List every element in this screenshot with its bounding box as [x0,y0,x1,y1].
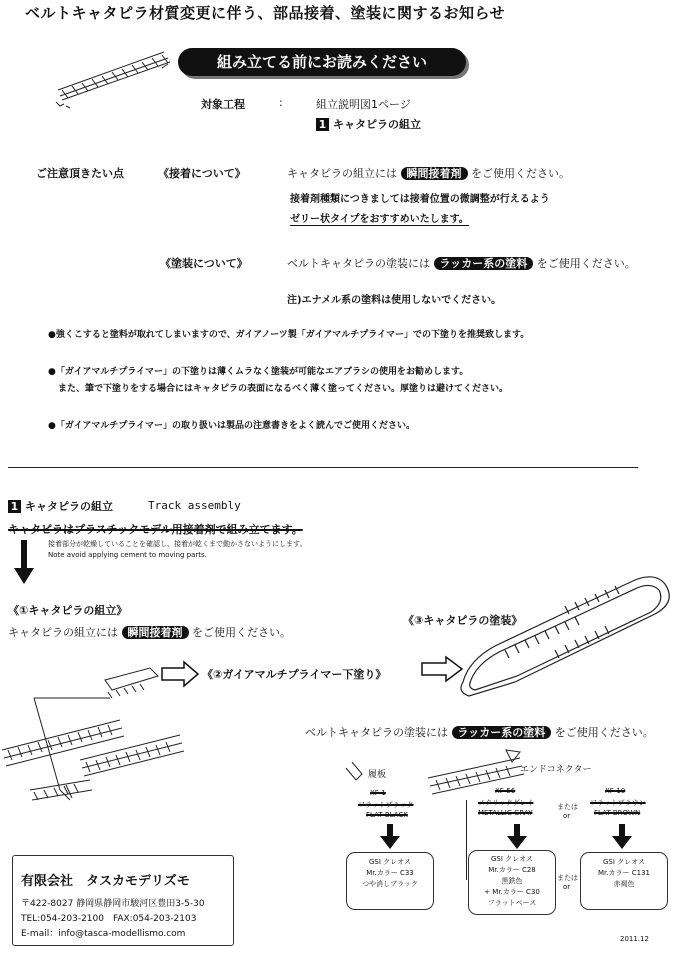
instant-glue-pill: 瞬間接着剤 [401,167,468,180]
adhesive-line1 [287,165,570,181]
page-title: ベルトキャタピラ材質変更に伴う、部品接着、塗装に関するお知らせ [25,4,506,22]
down-arrow-icon-paint2 [507,824,527,850]
paint1-color: つや消しブラック [362,880,418,888]
paint2-line: Mr.カラー C28 [488,866,536,874]
step1-title: 《①キャタピラの組立》 [8,604,128,617]
company-name: 有限会社 タスカモデリズモ [21,874,190,889]
or-label-2: または [557,874,578,882]
date-label: 2011.12 [620,935,649,943]
company-address: 〒422-8027 静岡県静岡市駿河区豊田3-5-30 [21,899,205,909]
bullet-3: ●「ガイアマルチプライマー」の取り扱いは製品の注意書きをよく読んでご使用ください。 [48,421,416,431]
paint-box-3 [580,852,668,910]
or-label-1-en: or [563,812,571,820]
step-title: キャタピラの組立 [333,118,421,131]
step1-glue-pill: 瞬間接着剤 [122,626,189,639]
company-info-box [12,855,234,946]
assembly-title [8,498,113,514]
paint2-code: XF-56 [495,787,516,795]
painting-line1 [287,255,636,271]
adhesive-line1-pre: キャタピラの組立には [287,167,397,180]
paint3-brand: GSI クレオス [602,858,646,866]
assembly-note-en: Note avoid applying cement to moving parts. [48,551,207,559]
paint-instruction-post: をご使用ください。 [554,726,654,739]
step3-title: 《③キャタピラの塗装》 [403,614,523,627]
paint3-line: Mr.カラー C131 [598,869,650,877]
paint3-color: 赤褐色 [613,880,635,888]
bullet-2-cont: また、筆で下塗りをする場合にはキャタピラの表面になるべく薄く塗ってください。厚塗りは避けてください。 [58,384,509,394]
company-email: E-mail：info@tasca-modellismo.com [21,929,186,939]
bullet-1: ●強くこすると塗料が取れてしまいますので、ガイアノーツ製「ガイアマルチプライマー」での下塗りを推奨致します。 [48,330,530,340]
paint3-name-en: FLAT BROWN [594,809,641,817]
paint1-code: XF-1 [370,789,386,797]
paint2-plus: + [484,888,491,896]
paint1-brand: GSI クレオス [368,858,412,866]
column-divider [466,800,467,880]
assembly-step-badge: 1 [8,500,21,513]
paint2-line2 [469,887,555,898]
target-value: 組立説明図1ページ [316,98,411,111]
part-label-track-plate: 履板 [368,770,387,780]
paint2-line2-text: Mr.カラー C30 [492,888,540,896]
paint3-name: フラットブラウン [590,799,646,807]
target-step [316,116,421,132]
company-phone: TEL:054-203-2100 FAX:054-203-2103 [21,914,197,924]
or-label-1: または [557,803,578,811]
painting-line2: 注)エナメル系の塗料は使用しないでください。 [287,295,502,306]
paint-lacquer-pill: ラッカー系の塗料 [452,726,552,739]
bullet-2: ●「ガイアマルチプライマー」の下塗りは薄くムラなく塗装が可能なエアブラシの使用をお勧めします。 [48,367,469,377]
adhesive-heading: 《接着について》 [158,167,246,180]
adhesive-line2: 接着剤種類につきましては接着位置の微調整が行えるよう [290,194,550,205]
step1-pre: キャタピラの組立には [8,626,118,639]
track-illustration-top [52,40,182,110]
track-assembly-illustration [0,650,200,825]
painting-line1-post: をご使用ください。 [536,257,636,270]
step1-post: をご使用ください。 [192,626,291,639]
adhesive-line1-post: をご使用ください。 [471,167,570,180]
paint2-name: メタリックグレイ [478,799,534,807]
paint3-code: XF-10 [605,787,626,795]
paint1-line: Mr.カラー C33 [366,869,414,877]
paint-box-2 [468,850,556,915]
belt-track-painting-illustration [455,570,680,710]
paint1-name-en: FLAT BLACK [366,811,408,819]
section-divider [8,467,638,468]
paint2-brand: GSI クレオス [490,855,534,863]
assembly-title-en: Track assembly [148,499,241,512]
assembly-title-jp: キャタピラの組立 [25,500,113,513]
notes-label: ご注意頂きたい点 [36,167,124,180]
struck-instruction: キャタピラはプラスチックモデル用接着剤で組み立てます。 [8,523,303,536]
paint2-color2: フラットベース [487,899,537,907]
paint2-name-en: METALLIC GRAY [478,809,533,817]
down-arrow-icon-paint1 [380,824,400,850]
paint-instruction-pre: ベルトキャタピラの塗装には [305,726,448,739]
or-label-2-en: or [563,883,571,891]
down-arrow-icon [14,540,34,586]
paint1-name: フラットブラック [358,801,414,809]
target-colon: : [279,96,283,109]
painting-line1-pre: ベルトキャタピラの塗装には [287,257,430,270]
down-arrow-icon-paint3 [612,824,632,850]
adhesive-line3: ゼリー状タイプをおすすめいたします。 [290,210,469,226]
part-label-end-connector: エンドコネクター [520,765,592,775]
step-number-badge: 1 [316,118,329,131]
painting-heading: 《塗装について》 [160,257,248,270]
step2-title: 《②ガイアマルチプライマー下塗り》 [202,668,387,681]
assembly-note-jp: 接着部分が乾燥していることを確認し、接着が乾くまで動かさないようにします。 [48,540,307,548]
lacquer-paint-pill: ラッカー系の塗料 [434,257,534,270]
target-label: 対象工程 [201,98,245,111]
paint-instruction [305,724,654,740]
paint-box-1 [346,852,434,910]
paint2-color: 黒鉄色 [501,877,523,885]
read-before-assembly-banner: 組み立てる前にお読みください [178,48,466,76]
step1-line [8,624,291,640]
